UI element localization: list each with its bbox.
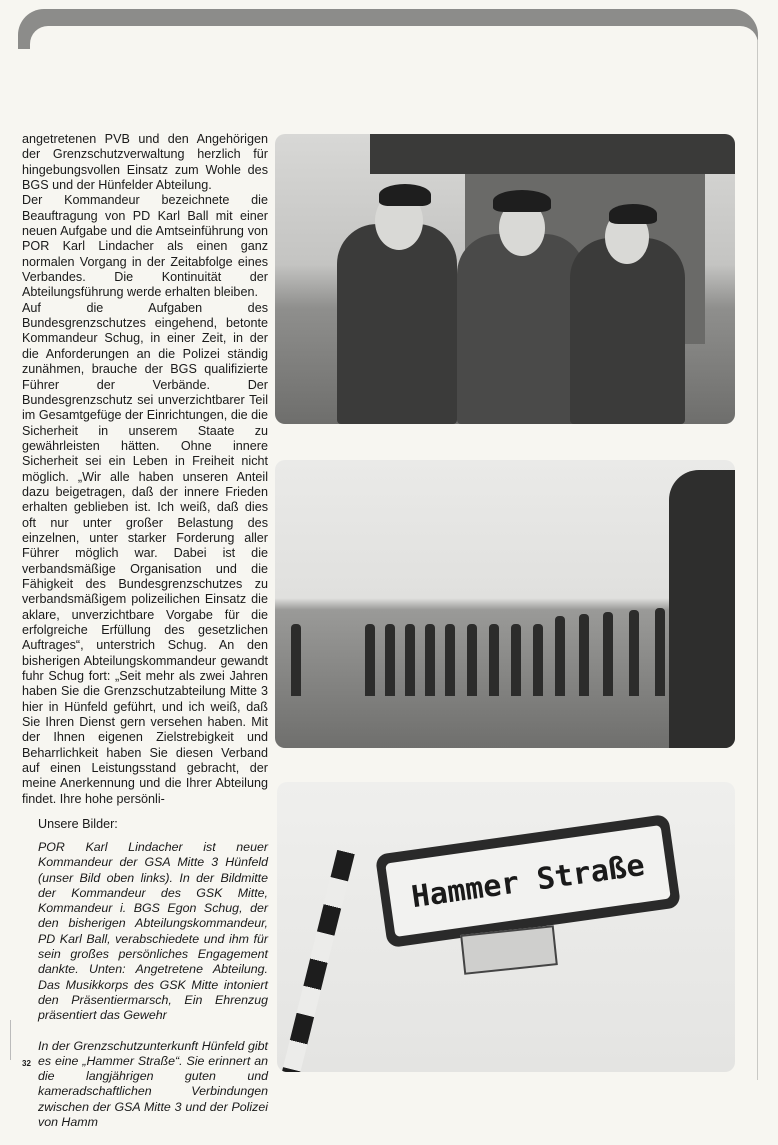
photos-caption: POR Karl Lindacher ist neuer Kommandeur der GSA Mitte 3 Hünfeld (unser Bild oben links). In der Bildmitte der Kommandeur des GSK Mitte, Kommandeur i. BGS Egon Schug, der den bisherigen Abteilungskommandeur, PD Karl Ball, verabschiedete und ihm für sein großes persönliches Engagement dankte. Unten: Angetretene Abteilung. Das Musikkorps des GSK Mitte intoniert den Präsentiermarsch, Ein Ehrenzug präsentiert das Gewehr xyxy=(38,840,268,1023)
page-number: 32 xyxy=(22,1059,31,1068)
soldier xyxy=(603,612,613,696)
article-paragraph: Der Kommandeur bezeichnete die Beauftragung von PD Karl Ball mit einer neuen Aufgabe und die Amtseinführung von POR Karl Lindacher als einen ganz normalen Vorgang in der Zeitabfolge eines Verbandes. Die Kontinuität der Abteilungsführung werde erhalten bleiben. xyxy=(22,193,268,300)
article-paragraph: angetretenen PVB und den Angehörigen der Grenzschutzverwaltung herzlich für hingebungsvollen Einsatz zum Wohle des BGS und der Hünfelder Abteilung. xyxy=(22,132,268,193)
soldier xyxy=(579,614,589,696)
beret xyxy=(609,204,657,224)
peaked-cap xyxy=(493,190,551,212)
officer-left xyxy=(337,224,457,424)
photo-street-sign xyxy=(277,782,735,1072)
soldier xyxy=(629,610,639,696)
soldier xyxy=(511,624,521,696)
soldier xyxy=(405,624,415,696)
officer-right xyxy=(570,238,685,424)
beret xyxy=(379,184,431,206)
soldier xyxy=(365,624,375,696)
soldier xyxy=(425,624,435,696)
photo-assembled-battalion xyxy=(275,460,735,748)
photo-three-officers xyxy=(275,134,735,424)
captions-block xyxy=(38,840,268,1145)
article-text-column xyxy=(22,132,268,807)
scan-edge xyxy=(757,40,758,1080)
sign-pole xyxy=(282,850,355,1072)
street-sign-text: Hammer Straße xyxy=(383,823,673,939)
sign-caption: In der Grenzschutzunterkunft Hünfeld gibt es eine „Hammer Straße“. Sie erinnert an die langjährigen guten und kameradschaftlichen Verbindungen zwischen der GSA Mitte 3 und der Polizei von Hamm xyxy=(38,1038,268,1130)
sign-plaque xyxy=(460,925,558,975)
margin-rule xyxy=(10,1020,11,1060)
building-roof xyxy=(370,134,735,174)
soldier xyxy=(467,624,477,696)
soldier xyxy=(655,608,665,696)
soldier xyxy=(533,624,543,696)
article-paragraph: Auf die Aufgaben des Bundesgrenzschutzes eingehend, betonte Kommandeur Schug, in einer Zeit, in der die Anforderungen an die Polizei ständig zunähmen, brauche der BGS qualifizierte Führer der Verbände. Der Bundesgrenzschutz sei unverzichtbarer Teil im Gesamtgefüge der Einrichtungen, die die Sicherheit in unserem Staate zu gewährleisten hätten. Ohne innere Sicherheit sei ein Leben in Freiheit nicht möglich. „Wir alle haben unseren Anteil dazu beigetragen, daß der innere Frieden erhalten geblieben ist. Ich weiß, daß dies oft nur unter großer Belastung des einzelnen, unter starker Forderung aller Führer möglich war. Dabei ist die verbandsmäßige Organisation und die Fähigkeit des Bundesgrenzschutzes zu verbandsmäßigem polizeilichen Einsatz die aklare, unverzichtbare Vorgabe für die erfolgreiche Erfüllung des gesetzlichen Auftrages“, unterstrich Schug. An den bisherigen Abteilungskommandeur gewandt fuhr Schug fort: „Seit mehr als zwei Jahren haben Sie die Grenzschutzabteilung Mitte 3 hier in Hünfeld geführt, und ich weiß, daß Sie Ihren Dienst gern versehen haben. Mit der Ihnen eigenen Zielstrebigkeit und Beharrlichkeit haben Sie diesen Verband auf einen Leistungsstand gebracht, der meine Anerkennung und die Ihrer Abteilung findet. Ihre hohe persönli- xyxy=(22,300,268,806)
soldier xyxy=(385,624,395,696)
soldier xyxy=(291,624,301,696)
soldier xyxy=(555,616,565,696)
soldier xyxy=(489,624,499,696)
captions-heading: Unsere Bilder: xyxy=(38,817,118,831)
officer-center xyxy=(457,234,585,424)
foreground-officer xyxy=(669,470,735,748)
soldier xyxy=(445,624,455,696)
